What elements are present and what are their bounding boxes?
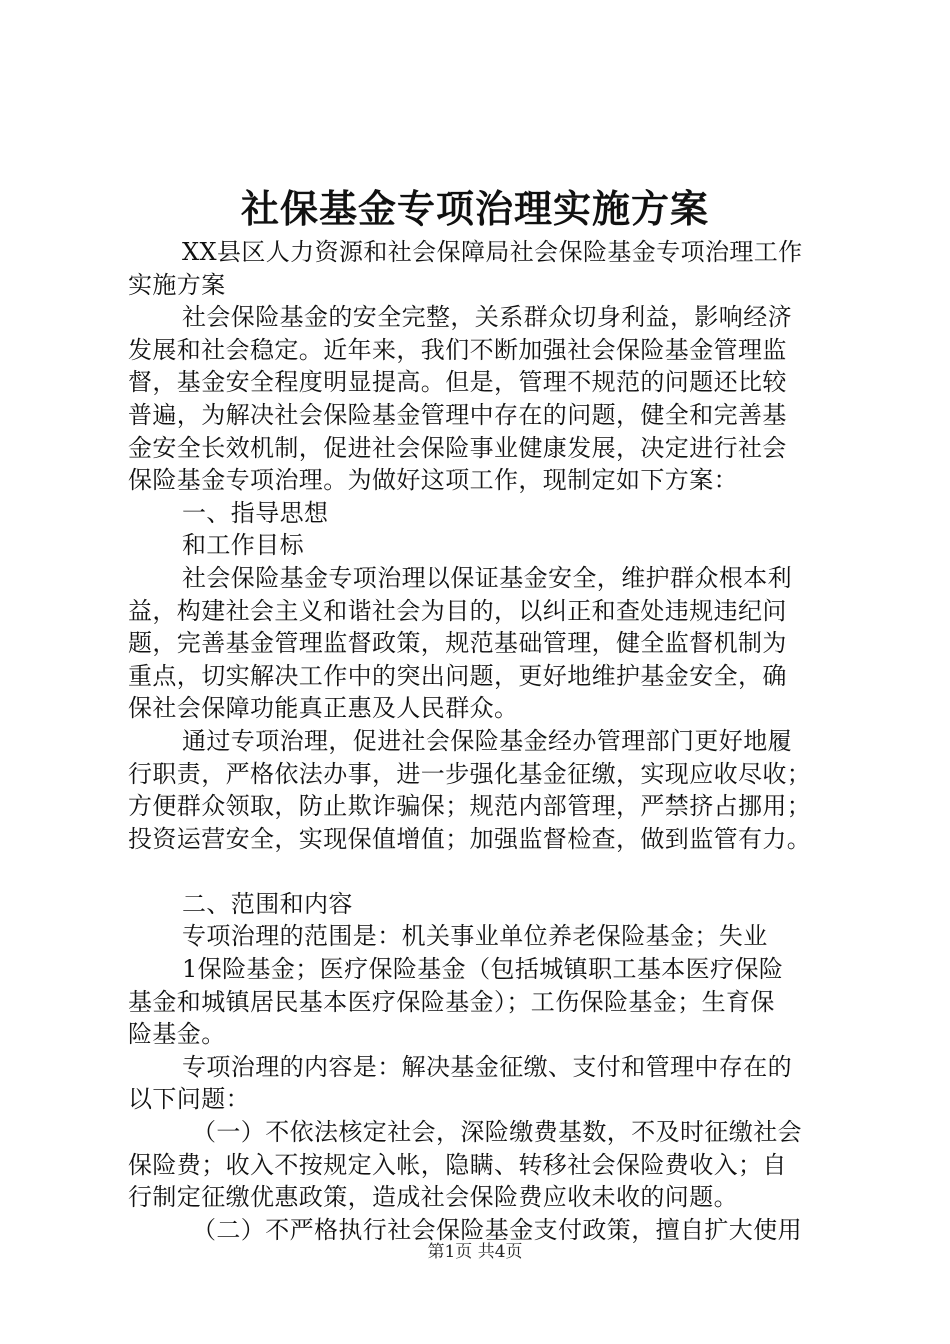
paragraph-line: 通过专项治理，促进社会保险基金经办管理部门更好地履 [182,726,792,755]
paragraph-line: 投资运营安全，实现保值增值；加强监督检查，做到监管有力。 [128,824,812,853]
section-heading: 和工作目标 [182,531,304,560]
paragraph-line: 金安全长效机制，促进社会保险事业健康发展，决定进行社会 [128,433,787,462]
section-heading: 二、范围和内容 [182,889,353,918]
section-heading: 一、指导思想 [182,498,329,527]
paragraph-line: 险基金。 [128,1020,226,1049]
paragraph-line: 重点，切实解决工作中的突出问题，更好地维护基金安全，确 [128,661,787,690]
paragraph-line: 保险费；收入不按规定入帐，隐瞒、转移社会保险费收入；自 [128,1150,787,1179]
paragraph-line: XX县区人力资源和社会保障局社会保险基金专项治理工作 [182,238,803,266]
paragraph-line: 以下问题： [128,1085,250,1114]
paragraph-line: 方便群众领取，防止欺诈骗保；规范内部管理，严禁挤占挪用； [128,792,812,821]
list-item-line: （二）不严格执行社会保险基金支付政策，擅自扩大使用 [192,1215,802,1244]
page-number: 第1页 共4页 [427,1242,523,1262]
paragraph-line: 发展和社会稳定。近年来，我们不断加强社会保险基金管理监 [128,335,787,364]
paragraph-line: 题，完善基金管理监督政策，规范基础管理，健全监督机制为 [128,629,787,658]
paragraph-line: 保险基金专项治理。为做好这项工作，现制定如下方案： [128,466,738,495]
blank-line [128,855,838,888]
paragraph-line: 保社会保障功能真正惠及人民群众。 [128,694,519,723]
paragraph-line: 社会保险基金的安全完整，关系群众切身利益，影响经济 [182,303,792,332]
paragraph-line: 行职责，严格依法办事，进一步强化基金征缴，实现应收尽收； [128,759,812,788]
paragraph-line: 益，构建社会主义和谐社会为目的，以纠正和查处违规违纪问 [128,596,787,625]
paragraph-line: 实施方案 [128,270,226,299]
paragraph-line: 督，基金安全程度明显提高。但是，管理不规范的问题还比较 [128,368,787,397]
paragraph-line: 基金和城镇居民基本医疗保险基金）；工伤保险基金；生育保 [128,987,775,1016]
paragraph-line: 专项治理的范围是：机关事业单位养老保险基金；失业 [182,922,768,951]
list-item-line: （一）不依法核定社会，深险缴费基数，不及时征缴社会 [192,1118,802,1147]
paragraph-line: 社会保险基金专项治理以保证基金安全，维护群众根本利 [182,563,792,592]
document-body [128,236,838,1246]
paragraph-line: 1保险基金；医疗保险基金（包括城镇职工基本医疗保险 [182,955,784,984]
paragraph-line: 普遍，为解决社会保险基金管理中存在的问题，健全和完善基 [128,400,787,429]
paragraph-line: 行制定征缴优惠政策，造成社会保险费应收未收的问题。 [128,1183,738,1212]
paragraph-line: 专项治理的内容是：解决基金征缴、支付和管理中存在的 [182,1052,792,1081]
document-title: 社保基金专项治理实施方案 [240,186,709,231]
